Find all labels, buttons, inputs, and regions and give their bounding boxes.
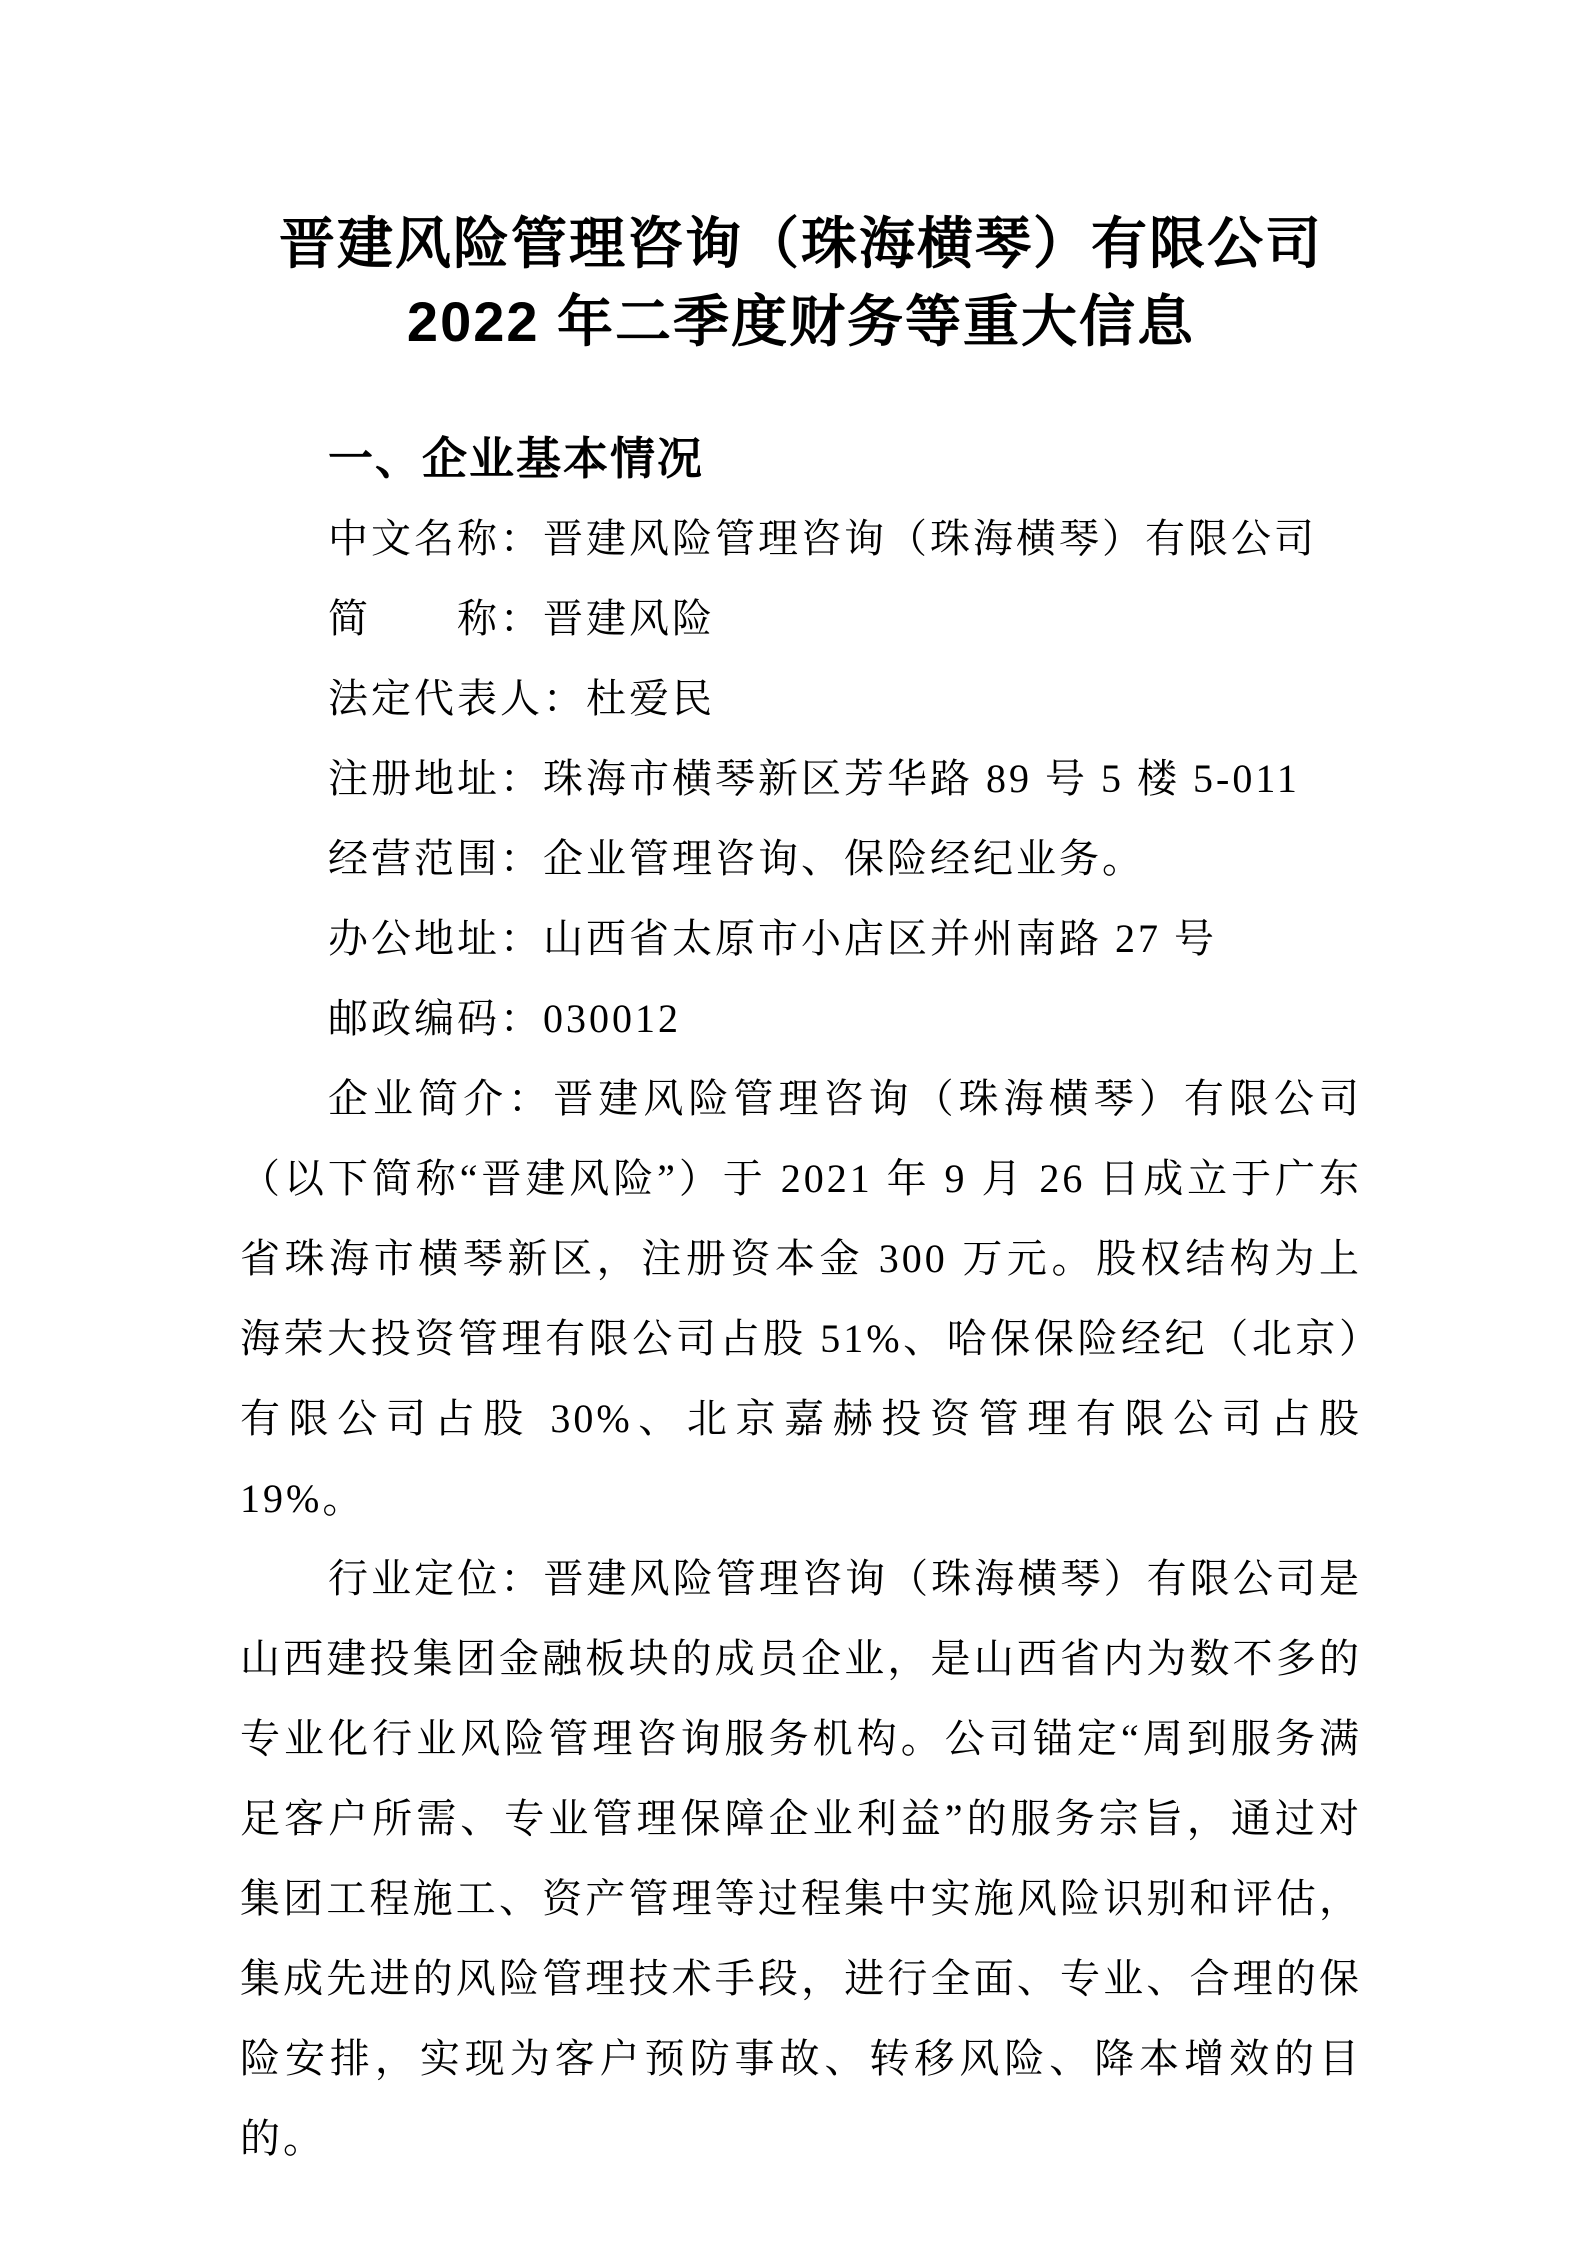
field-postal-code: 邮政编码：030012 <box>328 996 681 1041</box>
paragraph-industry-positioning: 行业定位：晋建风险管理咨询（珠海横琴）有限公司是山西建投集团金融板块的成员企业，是山西省内为数不多的专业化行业风险管理咨询服务机构。公司锚定“周到服务满足客户所需、专业管理保障企业利益”的服务宗旨，通过对集团工程施工、资产管理等过程集中实施风险识别和评估，集成先进的风险管理技术手段，进行全面、专业、合理的保险安排，实现为客户预防事故、转移风险、降本增效的目的。 <box>240 1556 1362 2161</box>
field-business-scope: 经营范围：企业管理咨询、保险经纪业务。 <box>328 836 1145 881</box>
field-short-name: 简 称：晋建风险 <box>328 596 715 641</box>
basic-info-fields <box>240 499 1362 1059</box>
paragraph-company-profile: 企业简介：晋建风险管理咨询（珠海横琴）有限公司（以下简称“晋建风险”）于 2021 年 9 月 26 日成立于广东省珠海市横琴新区，注册资本金 300 万元。股权结构为上海荣大投资管理有限公司占股 51%、哈保保险经纪（北京）有限公司占股 30%、北京嘉赫投资管理有限公司占股 19%。 <box>240 1076 1362 1521</box>
section-heading-basic-info: 一、企业基本情况 <box>328 433 705 484</box>
document-title-line-2: 2022 年二季度财务等重大信息 <box>406 290 1196 353</box>
field-registered-address: 注册地址：珠海市横琴新区芳华路 89 号 5 楼 5-011 <box>328 756 1300 801</box>
document-title <box>240 205 1362 361</box>
field-chinese-name: 中文名称：晋建风险管理咨询（珠海横琴）有限公司 <box>328 516 1317 561</box>
field-office-address: 办公地址：山西省太原市小店区并州南路 27 号 <box>328 916 1217 961</box>
document-title-line-1: 晋建风险管理咨询（珠海横琴）有限公司 <box>279 212 1323 275</box>
field-legal-representative: 法定代表人：杜爱民 <box>328 676 715 721</box>
